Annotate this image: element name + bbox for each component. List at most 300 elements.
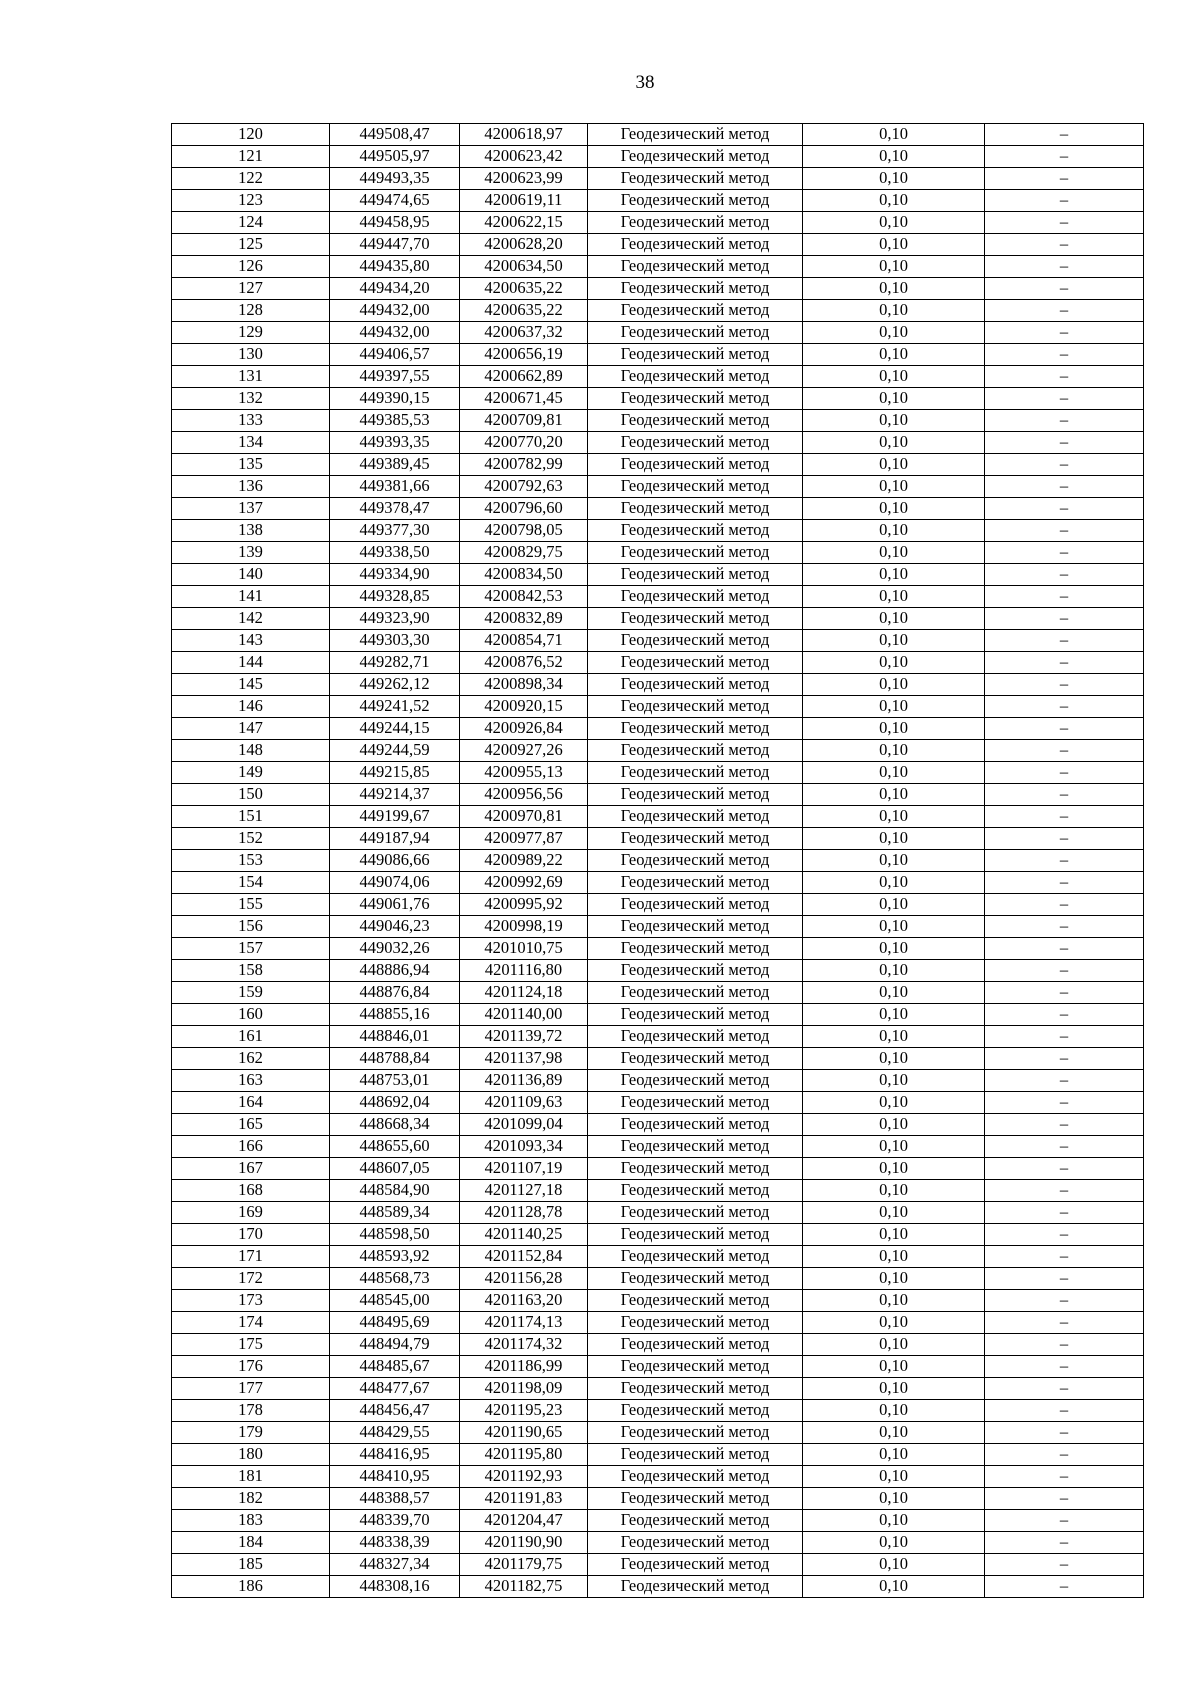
- method-cell: Геодезический метод: [588, 1224, 803, 1246]
- table-row: [172, 322, 1144, 344]
- note-cell: –: [985, 1026, 1144, 1048]
- table-row: [172, 696, 1144, 718]
- x-coordinate-cell: 449061,76: [330, 894, 460, 916]
- y-coordinate-cell: 4201140,00: [460, 1004, 588, 1026]
- accuracy-cell: 0,10: [803, 1378, 985, 1400]
- x-coordinate-cell: 449378,47: [330, 498, 460, 520]
- point-number-cell: 158: [172, 960, 330, 982]
- table-row: [172, 300, 1144, 322]
- accuracy-cell: 0,10: [803, 850, 985, 872]
- table-row: [172, 256, 1144, 278]
- y-coordinate-cell: 4200956,56: [460, 784, 588, 806]
- method-cell: Геодезический метод: [588, 1026, 803, 1048]
- accuracy-cell: 0,10: [803, 894, 985, 916]
- note-cell: –: [985, 1356, 1144, 1378]
- method-cell: Геодезический метод: [588, 432, 803, 454]
- note-cell: –: [985, 1466, 1144, 1488]
- x-coordinate-cell: 449397,55: [330, 366, 460, 388]
- point-number-cell: 144: [172, 652, 330, 674]
- method-cell: Геодезический метод: [588, 762, 803, 784]
- point-number-cell: 138: [172, 520, 330, 542]
- note-cell: –: [985, 674, 1144, 696]
- point-number-cell: 169: [172, 1202, 330, 1224]
- point-number-cell: 148: [172, 740, 330, 762]
- x-coordinate-cell: 448416,95: [330, 1444, 460, 1466]
- y-coordinate-cell: 4201174,32: [460, 1334, 588, 1356]
- accuracy-cell: 0,10: [803, 124, 985, 146]
- accuracy-cell: 0,10: [803, 256, 985, 278]
- accuracy-cell: 0,10: [803, 1312, 985, 1334]
- table-row: [172, 366, 1144, 388]
- method-cell: Геодезический метод: [588, 1312, 803, 1334]
- method-cell: Геодезический метод: [588, 476, 803, 498]
- method-cell: Геодезический метод: [588, 1158, 803, 1180]
- table-row: [172, 1290, 1144, 1312]
- method-cell: Геодезический метод: [588, 850, 803, 872]
- x-coordinate-cell: 448494,79: [330, 1334, 460, 1356]
- accuracy-cell: 0,10: [803, 938, 985, 960]
- note-cell: –: [985, 938, 1144, 960]
- note-cell: –: [985, 300, 1144, 322]
- accuracy-cell: 0,10: [803, 652, 985, 674]
- accuracy-cell: 0,10: [803, 784, 985, 806]
- accuracy-cell: 0,10: [803, 1136, 985, 1158]
- note-cell: –: [985, 1444, 1144, 1466]
- method-cell: Геодезический метод: [588, 146, 803, 168]
- method-cell: Геодезический метод: [588, 652, 803, 674]
- accuracy-cell: 0,10: [803, 1224, 985, 1246]
- x-coordinate-cell: 448456,47: [330, 1400, 460, 1422]
- table-row: [172, 1136, 1144, 1158]
- y-coordinate-cell: 4200628,20: [460, 234, 588, 256]
- accuracy-cell: 0,10: [803, 366, 985, 388]
- note-cell: –: [985, 1114, 1144, 1136]
- note-cell: –: [985, 498, 1144, 520]
- x-coordinate-cell: 449381,66: [330, 476, 460, 498]
- method-cell: Геодезический метод: [588, 190, 803, 212]
- x-coordinate-cell: 448545,00: [330, 1290, 460, 1312]
- method-cell: Геодезический метод: [588, 1510, 803, 1532]
- note-cell: –: [985, 1290, 1144, 1312]
- x-coordinate-cell: 448327,34: [330, 1554, 460, 1576]
- x-coordinate-cell: 449215,85: [330, 762, 460, 784]
- point-number-cell: 177: [172, 1378, 330, 1400]
- table-row: [172, 1202, 1144, 1224]
- note-cell: –: [985, 1158, 1144, 1180]
- point-number-cell: 123: [172, 190, 330, 212]
- note-cell: –: [985, 432, 1144, 454]
- x-coordinate-cell: 448338,39: [330, 1532, 460, 1554]
- table-row: [172, 1070, 1144, 1092]
- x-coordinate-cell: 449338,50: [330, 542, 460, 564]
- y-coordinate-cell: 4201127,18: [460, 1180, 588, 1202]
- y-coordinate-cell: 4201156,28: [460, 1268, 588, 1290]
- y-coordinate-cell: 4201010,75: [460, 938, 588, 960]
- point-number-cell: 185: [172, 1554, 330, 1576]
- method-cell: Геодезический метод: [588, 960, 803, 982]
- accuracy-cell: 0,10: [803, 1026, 985, 1048]
- point-number-cell: 151: [172, 806, 330, 828]
- y-coordinate-cell: 4200955,13: [460, 762, 588, 784]
- note-cell: –: [985, 828, 1144, 850]
- point-number-cell: 172: [172, 1268, 330, 1290]
- coordinates-table: [171, 123, 1144, 1598]
- table-row: [172, 1246, 1144, 1268]
- table-row: [172, 1400, 1144, 1422]
- method-cell: Геодезический метод: [588, 696, 803, 718]
- x-coordinate-cell: 449493,35: [330, 168, 460, 190]
- method-cell: Геодезический метод: [588, 366, 803, 388]
- note-cell: –: [985, 740, 1144, 762]
- x-coordinate-cell: 449244,15: [330, 718, 460, 740]
- accuracy-cell: 0,10: [803, 1532, 985, 1554]
- table-row: [172, 146, 1144, 168]
- point-number-cell: 131: [172, 366, 330, 388]
- table-row: [172, 1048, 1144, 1070]
- accuracy-cell: 0,10: [803, 960, 985, 982]
- table-row: [172, 234, 1144, 256]
- method-cell: Геодезический метод: [588, 586, 803, 608]
- x-coordinate-cell: 448788,84: [330, 1048, 460, 1070]
- method-cell: Геодезический метод: [588, 740, 803, 762]
- x-coordinate-cell: 449303,30: [330, 630, 460, 652]
- point-number-cell: 159: [172, 982, 330, 1004]
- accuracy-cell: 0,10: [803, 322, 985, 344]
- y-coordinate-cell: 4201152,84: [460, 1246, 588, 1268]
- note-cell: –: [985, 520, 1144, 542]
- method-cell: Геодезический метод: [588, 1466, 803, 1488]
- method-cell: Геодезический метод: [588, 1378, 803, 1400]
- table-row: [172, 212, 1144, 234]
- accuracy-cell: 0,10: [803, 982, 985, 1004]
- method-cell: Геодезический метод: [588, 256, 803, 278]
- table-row: [172, 674, 1144, 696]
- method-cell: Геодезический метод: [588, 1488, 803, 1510]
- note-cell: –: [985, 410, 1144, 432]
- note-cell: –: [985, 1334, 1144, 1356]
- x-coordinate-cell: 449074,06: [330, 872, 460, 894]
- x-coordinate-cell: 449389,45: [330, 454, 460, 476]
- x-coordinate-cell: 449199,67: [330, 806, 460, 828]
- note-cell: –: [985, 564, 1144, 586]
- method-cell: Геодезический метод: [588, 234, 803, 256]
- note-cell: –: [985, 806, 1144, 828]
- method-cell: Геодезический метод: [588, 1092, 803, 1114]
- y-coordinate-cell: 4201174,13: [460, 1312, 588, 1334]
- x-coordinate-cell: 449262,12: [330, 674, 460, 696]
- accuracy-cell: 0,10: [803, 696, 985, 718]
- method-cell: Геодезический метод: [588, 520, 803, 542]
- y-coordinate-cell: 4201186,99: [460, 1356, 588, 1378]
- table-row: [172, 1422, 1144, 1444]
- method-cell: Геодезический метод: [588, 168, 803, 190]
- x-coordinate-cell: 448607,05: [330, 1158, 460, 1180]
- x-coordinate-cell: 448477,67: [330, 1378, 460, 1400]
- note-cell: –: [985, 960, 1144, 982]
- table-row: [172, 564, 1144, 586]
- x-coordinate-cell: 449086,66: [330, 850, 460, 872]
- x-coordinate-cell: 449046,23: [330, 916, 460, 938]
- point-number-cell: 121: [172, 146, 330, 168]
- y-coordinate-cell: 4201139,72: [460, 1026, 588, 1048]
- y-coordinate-cell: 4200662,89: [460, 366, 588, 388]
- point-number-cell: 128: [172, 300, 330, 322]
- method-cell: Геодезический метод: [588, 498, 803, 520]
- point-number-cell: 181: [172, 1466, 330, 1488]
- y-coordinate-cell: 4200998,19: [460, 916, 588, 938]
- point-number-cell: 133: [172, 410, 330, 432]
- accuracy-cell: 0,10: [803, 476, 985, 498]
- point-number-cell: 145: [172, 674, 330, 696]
- method-cell: Геодезический метод: [588, 916, 803, 938]
- table-row: [172, 1334, 1144, 1356]
- accuracy-cell: 0,10: [803, 1554, 985, 1576]
- accuracy-cell: 0,10: [803, 344, 985, 366]
- method-cell: Геодезический метод: [588, 388, 803, 410]
- x-coordinate-cell: 449334,90: [330, 564, 460, 586]
- method-cell: Геодезический метод: [588, 1136, 803, 1158]
- table-row: [172, 278, 1144, 300]
- table-row: [172, 1180, 1144, 1202]
- table-row: [172, 1466, 1144, 1488]
- method-cell: Геодезический метод: [588, 1422, 803, 1444]
- point-number-cell: 146: [172, 696, 330, 718]
- y-coordinate-cell: 4200635,22: [460, 278, 588, 300]
- table-row: [172, 894, 1144, 916]
- x-coordinate-cell: 449458,95: [330, 212, 460, 234]
- accuracy-cell: 0,10: [803, 1268, 985, 1290]
- note-cell: –: [985, 916, 1144, 938]
- accuracy-cell: 0,10: [803, 806, 985, 828]
- x-coordinate-cell: 448655,60: [330, 1136, 460, 1158]
- x-coordinate-cell: 449282,71: [330, 652, 460, 674]
- x-coordinate-cell: 448485,67: [330, 1356, 460, 1378]
- point-number-cell: 125: [172, 234, 330, 256]
- note-cell: –: [985, 1180, 1144, 1202]
- note-cell: –: [985, 1048, 1144, 1070]
- y-coordinate-cell: 4200832,89: [460, 608, 588, 630]
- accuracy-cell: 0,10: [803, 916, 985, 938]
- x-coordinate-cell: 449187,94: [330, 828, 460, 850]
- table-row: [172, 1576, 1144, 1598]
- method-cell: Геодезический метод: [588, 124, 803, 146]
- note-cell: –: [985, 1312, 1144, 1334]
- table-row: [172, 916, 1144, 938]
- table-row: [172, 608, 1144, 630]
- point-number-cell: 186: [172, 1576, 330, 1598]
- x-coordinate-cell: 448308,16: [330, 1576, 460, 1598]
- note-cell: –: [985, 1136, 1144, 1158]
- method-cell: Геодезический метод: [588, 806, 803, 828]
- y-coordinate-cell: 4200920,15: [460, 696, 588, 718]
- y-coordinate-cell: 4201192,93: [460, 1466, 588, 1488]
- point-number-cell: 122: [172, 168, 330, 190]
- method-cell: Геодезический метод: [588, 982, 803, 1004]
- note-cell: –: [985, 1576, 1144, 1598]
- y-coordinate-cell: 4200796,60: [460, 498, 588, 520]
- note-cell: –: [985, 608, 1144, 630]
- accuracy-cell: 0,10: [803, 146, 985, 168]
- accuracy-cell: 0,10: [803, 674, 985, 696]
- note-cell: –: [985, 586, 1144, 608]
- table-row: [172, 872, 1144, 894]
- accuracy-cell: 0,10: [803, 1422, 985, 1444]
- y-coordinate-cell: 4200619,11: [460, 190, 588, 212]
- y-coordinate-cell: 4200992,69: [460, 872, 588, 894]
- point-number-cell: 173: [172, 1290, 330, 1312]
- point-number-cell: 136: [172, 476, 330, 498]
- accuracy-cell: 0,10: [803, 190, 985, 212]
- y-coordinate-cell: 4201191,83: [460, 1488, 588, 1510]
- y-coordinate-cell: 4200770,20: [460, 432, 588, 454]
- table-row: [172, 1092, 1144, 1114]
- table-row: [172, 1444, 1144, 1466]
- table-row: [172, 630, 1144, 652]
- accuracy-cell: 0,10: [803, 1202, 985, 1224]
- note-cell: –: [985, 1004, 1144, 1026]
- point-number-cell: 167: [172, 1158, 330, 1180]
- y-coordinate-cell: 4200876,52: [460, 652, 588, 674]
- accuracy-cell: 0,10: [803, 608, 985, 630]
- point-number-cell: 170: [172, 1224, 330, 1246]
- accuracy-cell: 0,10: [803, 388, 985, 410]
- y-coordinate-cell: 4201163,20: [460, 1290, 588, 1312]
- point-number-cell: 150: [172, 784, 330, 806]
- method-cell: Геодезический метод: [588, 718, 803, 740]
- y-coordinate-cell: 4200656,19: [460, 344, 588, 366]
- x-coordinate-cell: 448568,73: [330, 1268, 460, 1290]
- table-row: [172, 586, 1144, 608]
- table-row: [172, 388, 1144, 410]
- point-number-cell: 137: [172, 498, 330, 520]
- table-row: [172, 652, 1144, 674]
- table-row: [172, 740, 1144, 762]
- table-row: [172, 1224, 1144, 1246]
- point-number-cell: 149: [172, 762, 330, 784]
- table-row: [172, 1554, 1144, 1576]
- y-coordinate-cell: 4200634,50: [460, 256, 588, 278]
- x-coordinate-cell: 448589,34: [330, 1202, 460, 1224]
- point-number-cell: 129: [172, 322, 330, 344]
- table-row: [172, 476, 1144, 498]
- y-coordinate-cell: 4200635,22: [460, 300, 588, 322]
- note-cell: –: [985, 212, 1144, 234]
- point-number-cell: 126: [172, 256, 330, 278]
- note-cell: –: [985, 542, 1144, 564]
- y-coordinate-cell: 4201107,19: [460, 1158, 588, 1180]
- point-number-cell: 168: [172, 1180, 330, 1202]
- table-row: [172, 190, 1144, 212]
- x-coordinate-cell: 448429,55: [330, 1422, 460, 1444]
- note-cell: –: [985, 1488, 1144, 1510]
- point-number-cell: 164: [172, 1092, 330, 1114]
- method-cell: Геодезический метод: [588, 564, 803, 586]
- point-number-cell: 183: [172, 1510, 330, 1532]
- y-coordinate-cell: 4200637,32: [460, 322, 588, 344]
- y-coordinate-cell: 4200623,99: [460, 168, 588, 190]
- method-cell: Геодезический метод: [588, 938, 803, 960]
- note-cell: –: [985, 124, 1144, 146]
- y-coordinate-cell: 4200623,42: [460, 146, 588, 168]
- table-row: [172, 806, 1144, 828]
- table-row: [172, 454, 1144, 476]
- x-coordinate-cell: 448846,01: [330, 1026, 460, 1048]
- x-coordinate-cell: 449447,70: [330, 234, 460, 256]
- note-cell: –: [985, 1554, 1144, 1576]
- x-coordinate-cell: 449241,52: [330, 696, 460, 718]
- accuracy-cell: 0,10: [803, 872, 985, 894]
- point-number-cell: 160: [172, 1004, 330, 1026]
- point-number-cell: 161: [172, 1026, 330, 1048]
- y-coordinate-cell: 4200622,15: [460, 212, 588, 234]
- method-cell: Геодезический метод: [588, 1444, 803, 1466]
- method-cell: Геодезический метод: [588, 1400, 803, 1422]
- note-cell: –: [985, 982, 1144, 1004]
- x-coordinate-cell: 448339,70: [330, 1510, 460, 1532]
- accuracy-cell: 0,10: [803, 740, 985, 762]
- accuracy-cell: 0,10: [803, 212, 985, 234]
- y-coordinate-cell: 4200989,22: [460, 850, 588, 872]
- point-number-cell: 132: [172, 388, 330, 410]
- table-row: [172, 960, 1144, 982]
- x-coordinate-cell: 448692,04: [330, 1092, 460, 1114]
- table-row: [172, 1378, 1144, 1400]
- point-number-cell: 182: [172, 1488, 330, 1510]
- note-cell: –: [985, 1400, 1144, 1422]
- point-number-cell: 142: [172, 608, 330, 630]
- point-number-cell: 179: [172, 1422, 330, 1444]
- x-coordinate-cell: 449508,47: [330, 124, 460, 146]
- point-number-cell: 171: [172, 1246, 330, 1268]
- y-coordinate-cell: 4201136,89: [460, 1070, 588, 1092]
- method-cell: Геодезический метод: [588, 1114, 803, 1136]
- method-cell: Геодезический метод: [588, 322, 803, 344]
- x-coordinate-cell: 449328,85: [330, 586, 460, 608]
- method-cell: Геодезический метод: [588, 1048, 803, 1070]
- x-coordinate-cell: 449214,37: [330, 784, 460, 806]
- coordinates-table-body: [172, 124, 1144, 1598]
- note-cell: –: [985, 1422, 1144, 1444]
- accuracy-cell: 0,10: [803, 1092, 985, 1114]
- x-coordinate-cell: 449385,53: [330, 410, 460, 432]
- x-coordinate-cell: 449244,59: [330, 740, 460, 762]
- accuracy-cell: 0,10: [803, 1290, 985, 1312]
- point-number-cell: 130: [172, 344, 330, 366]
- note-cell: –: [985, 278, 1144, 300]
- point-number-cell: 157: [172, 938, 330, 960]
- point-number-cell: 154: [172, 872, 330, 894]
- table-row: [172, 1026, 1144, 1048]
- point-number-cell: 176: [172, 1356, 330, 1378]
- table-row: [172, 1114, 1144, 1136]
- accuracy-cell: 0,10: [803, 1356, 985, 1378]
- y-coordinate-cell: 4201124,18: [460, 982, 588, 1004]
- x-coordinate-cell: 449505,97: [330, 146, 460, 168]
- table-row: [172, 1510, 1144, 1532]
- accuracy-cell: 0,10: [803, 1576, 985, 1598]
- table-row: [172, 1356, 1144, 1378]
- accuracy-cell: 0,10: [803, 718, 985, 740]
- method-cell: Геодезический метод: [588, 1180, 803, 1202]
- method-cell: Геодезический метод: [588, 454, 803, 476]
- note-cell: –: [985, 894, 1144, 916]
- y-coordinate-cell: 4201099,04: [460, 1114, 588, 1136]
- method-cell: Геодезический метод: [588, 1334, 803, 1356]
- accuracy-cell: 0,10: [803, 1048, 985, 1070]
- y-coordinate-cell: 4200842,53: [460, 586, 588, 608]
- point-number-cell: 163: [172, 1070, 330, 1092]
- x-coordinate-cell: 449032,26: [330, 938, 460, 960]
